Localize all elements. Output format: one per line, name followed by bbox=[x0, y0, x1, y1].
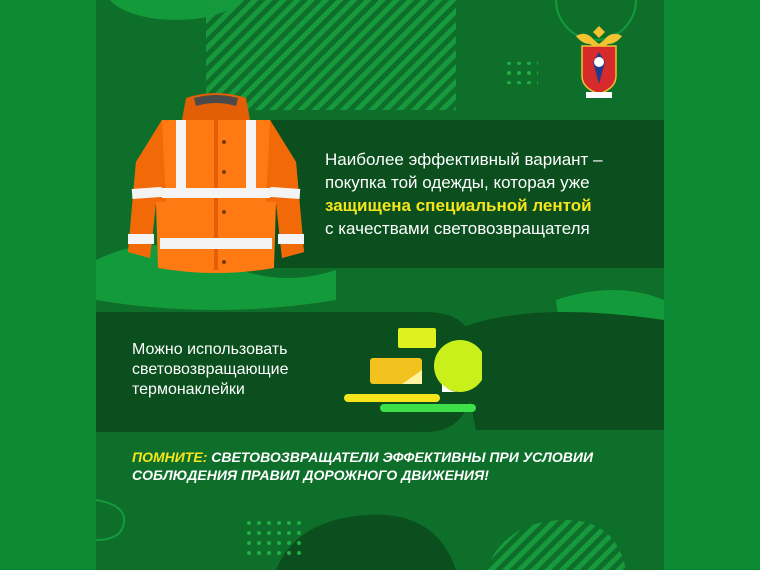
highlight-text: защищена специальной лентой bbox=[325, 196, 592, 215]
police-emblem-icon bbox=[572, 22, 626, 102]
poster-panel bbox=[96, 0, 664, 570]
warning-text: ПОМНИТЕ: СВЕТОВОЗВРАЩАТЕЛИ ЭФФЕКТИВНЫ ПРИ УСЛОВИИ СОБЛЮДЕНИЯ ПРАВИЛ ДОРОЖНОГО ДВИЖЕНИЯ! bbox=[132, 449, 594, 483]
info-text-stickers: Можно использовать световозвращающие термонаклейки bbox=[132, 341, 289, 398]
info-text-clothing: Наиболее эффективный вариант – покупка той одежды, которая уже защищена специальной лентой с качествами световозвращателя bbox=[325, 148, 655, 240]
reflective-jacket-icon bbox=[126, 92, 306, 277]
reflective-stickers-icon bbox=[342, 322, 482, 422]
warning-keyword: ПОМНИТЕ: bbox=[132, 449, 208, 465]
right-border bbox=[664, 0, 760, 570]
left-border bbox=[0, 0, 96, 570]
